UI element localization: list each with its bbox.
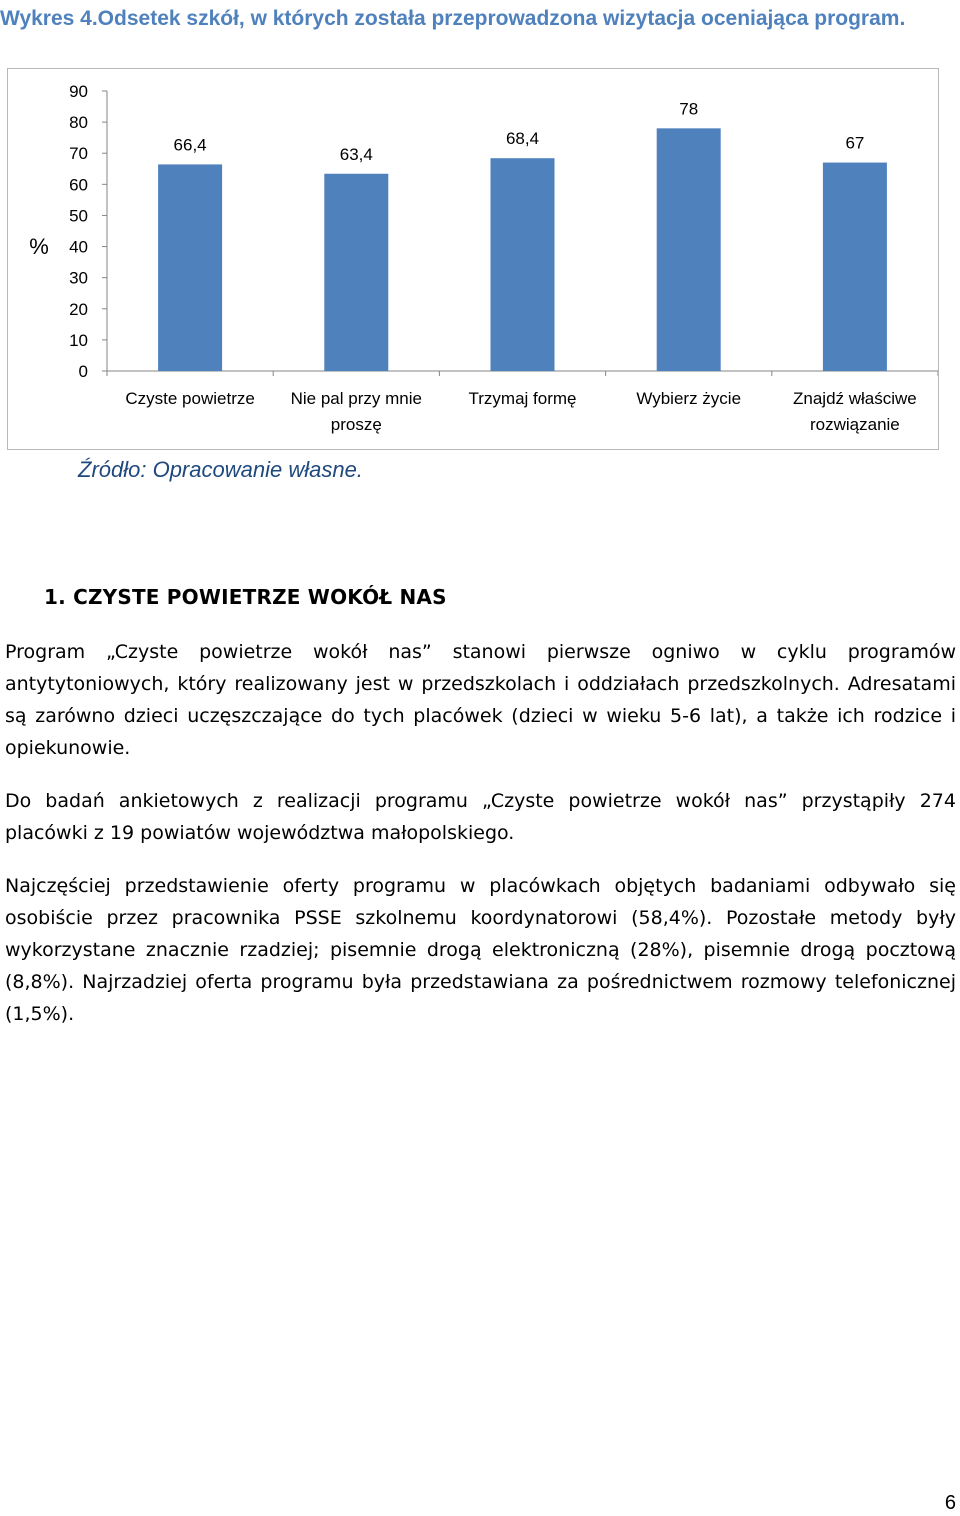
bar [324,174,388,371]
x-category-label: Wybierz życie [636,389,742,408]
y-tick-label: 40 [69,237,88,257]
paragraph-survey-participation: Do badań ankietowych z realizacji programu „Czyste powietrze wokół nas” przystąpiły 274 placówki z 19 powiatów województwa małopolskiego. [5,790,956,844]
bar-value-label: 78 [679,99,699,119]
bar [158,164,222,371]
bar [491,158,555,371]
paragraph-program-intro: Program „Czyste powietrze wokół nas” stanowi pierwsze ogniwo w cyklu programów antytytoniowych, który realizowany jest w przedszkolach i oddziałach przedszkolnych. Adresatami są zarówno dzieci uczęszczające do tych placówek (dzieci w wieku 5-6 lat), a także ich rodzice i opiekunowie. [5,641,956,759]
x-category-label: Znajdź właściwe rozwiązanie [793,389,917,434]
y-tick-label: 10 [69,330,88,350]
bar-chart [7,68,939,450]
y-tick-label: 20 [69,299,88,319]
bar-value-label: 66,4 [173,135,207,155]
x-category-label: Nie pal przy mnie proszę [290,389,422,434]
chart-caption: Wykres 4.Odsetek szkół, w których została przeprowadzona wizytacja oceniająca program. [0,7,906,30]
y-tick-label: 70 [69,144,88,164]
chart-source: Źródło: Opracowanie własne. [78,457,363,482]
y-tick-label: 90 [69,82,88,101]
y-tick-label: 50 [69,206,88,226]
bar [657,128,721,371]
bar [823,163,887,371]
bar-value-label: 67 [845,133,865,153]
y-axis-title: % [29,234,49,259]
bar-value-label: 63,4 [339,144,373,164]
y-tick-label: 30 [69,268,88,288]
y-tick-label: 60 [69,175,88,195]
paragraph-offer-methods: Najczęściej przedstawienie oferty programu w placówkach objętych badaniami odbywało się osobiście przez pracownika PSSE szkolnemu koordynatorowi (58,4%). Pozostałe metody były wykorzystane znacznie rzadziej; pisemnie drogą elektroniczną (28%), pisemnie drogą pocztową (8,8%). Najrzadziej oferta programu była przedstawiana za pośrednictwem rozmowy telefonicznej (1,5%). [5,875,956,1025]
bar-value-label: 68,4 [505,129,540,149]
page-number: 6 [944,1492,956,1514]
section-heading: 1. CZYSTE POWIETRZE WOKÓŁ NAS [44,585,447,609]
x-category-label: Trzymaj formę [468,389,577,408]
x-category-label: Czyste powietrze [125,389,255,408]
y-tick-label: 80 [69,113,88,133]
y-tick-label: 0 [78,362,88,381]
